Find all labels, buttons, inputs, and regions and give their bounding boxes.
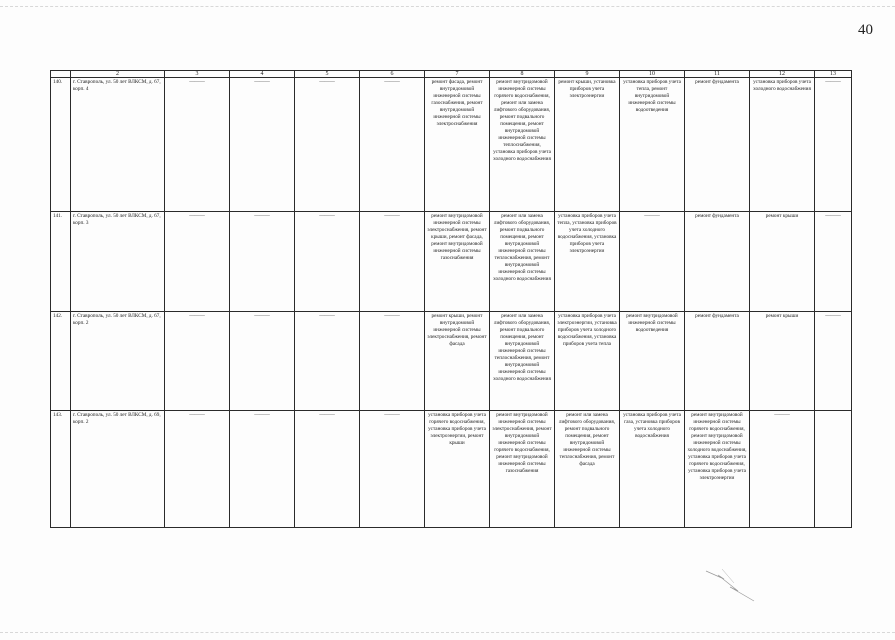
header-cell-11: 11 <box>685 71 750 78</box>
cell-col-13: ——— <box>815 312 852 411</box>
page-number: 40 <box>858 22 873 38</box>
cell-col-8: ремонт или замена лифтового оборудования, ремонт подвального помещения, ремонт внутридомовой инженерной системы теплоснабжения, ремонт внутридомовой инженерной системы холодного водоснабжения <box>490 312 555 411</box>
header-cell-6: 6 <box>360 71 425 78</box>
cell-col-12: ——— <box>750 411 815 528</box>
table-row <box>51 78 852 212</box>
header-cell-8: 8 <box>490 71 555 78</box>
building-address: г. Ставрополь, ул. 50 лет ВЛКСМ, д. 67, корп. 3 <box>71 212 165 312</box>
cell-col-10: установка приборов учета газа, установка приборов учета холодного водоснабжения <box>620 411 685 528</box>
scan-edge-top <box>0 6 895 7</box>
header-cell-4: 4 <box>230 71 295 78</box>
row-number: 142. <box>51 312 71 411</box>
cell-col-7: установка приборов учета горячего водоснабжения, установка приборов учета электроэнергии, ремонт крыши <box>425 411 490 528</box>
building-address: г. Ставрополь, ул. 50 лет ВЛКСМ, д. 69, корп. 2 <box>71 411 165 528</box>
cell-col-10: ремонт внутридомовой инженерной системы водоотведения <box>620 312 685 411</box>
header-cell-9: 9 <box>555 71 620 78</box>
cell-col-4: ——— <box>230 78 295 212</box>
cell-col-6: ——— <box>360 212 425 312</box>
cell-col-5: ——— <box>295 312 360 411</box>
cell-col-4: ——— <box>230 312 295 411</box>
row-number: 140. <box>51 78 71 212</box>
cell-col-9: ремонт или замена лифтового оборудования, ремонт подвального помещения, ремонт внутридомовой инженерной системы теплоснабжения, ремонт фасада <box>555 411 620 528</box>
header-cell-13: 13 <box>815 71 852 78</box>
cell-col-4: ——— <box>230 411 295 528</box>
cell-col-12: ремонт крыши <box>750 212 815 312</box>
row-number: 143. <box>51 411 71 528</box>
cell-col-6: ——— <box>360 411 425 528</box>
cell-col-3: ——— <box>165 411 230 528</box>
header-cell-1 <box>51 71 71 78</box>
cell-col-7: ремонт крыши, ремонт внутридомовой инженерной системы электроснабжения, ремонт фасада <box>425 312 490 411</box>
table-row <box>51 212 852 312</box>
cell-col-5: ——— <box>295 78 360 212</box>
cell-col-12: ремонт крыши <box>750 312 815 411</box>
cell-col-13: ——— <box>815 212 852 312</box>
header-cell-10: 10 <box>620 71 685 78</box>
cell-col-4: ——— <box>230 212 295 312</box>
works-schedule-table <box>50 70 852 528</box>
column-number-row <box>51 71 852 78</box>
cell-col-11: ремонт фундамента <box>685 212 750 312</box>
cell-col-10: установка приборов учета тепла, ремонт внутридомовой инженерной системы водоотведения <box>620 78 685 212</box>
cell-col-3: ——— <box>165 78 230 212</box>
cell-col-8: ремонт или замена лифтового оборудования, ремонт подвального помещения, ремонт внутридомовой инженерной системы теплоснабжения, ремонт внутридомовой инженерной системы холодного водоснабжения <box>490 212 555 312</box>
cell-col-11: ремонт внутридомовой инженерной системы горячего водоснабжения, ремонт внутридомовой инженерной системы холодного водоснабжения, установка приборов учета горячего водоснабжения, установка приборов учета электроэнергии <box>685 411 750 528</box>
building-address: г. Ставрополь, ул. 50 лет ВЛКСМ, д. 67, корп. 2 <box>71 312 165 411</box>
scan-edge-bottom <box>0 632 895 633</box>
cell-col-6: ——— <box>360 78 425 212</box>
cell-col-13 <box>815 411 852 528</box>
header-cell-5: 5 <box>295 71 360 78</box>
header-cell-7: 7 <box>425 71 490 78</box>
cell-col-3: ——— <box>165 312 230 411</box>
cell-col-9: ремонт крыши, установка приборов учета электроэнергии <box>555 78 620 212</box>
table-row <box>51 411 852 528</box>
cell-col-10: ——— <box>620 212 685 312</box>
row-number: 141. <box>51 212 71 312</box>
header-cell-2: 2 <box>71 71 165 78</box>
header-cell-12: 12 <box>750 71 815 78</box>
cell-col-5: ——— <box>295 411 360 528</box>
cell-col-9: установка приборов учета тепла, установка приборов учета холодного водоснабжения, установка приборов учета электроэнергии <box>555 212 620 312</box>
cell-col-6: ——— <box>360 312 425 411</box>
table-row <box>51 312 852 411</box>
header-cell-3: 3 <box>165 71 230 78</box>
cell-col-12: установка приборов учета холодного водоснабжения <box>750 78 815 212</box>
cell-col-7: ремонт внутридомовой инженерной системы электроснабжения, ремонт крыши, ремонт фасада, ремонт внутридомовой инженерной системы газоснабжения <box>425 212 490 312</box>
cell-col-11: ремонт фундамента <box>685 312 750 411</box>
cell-col-7: ремонт фасада, ремонт внутридомовой инженерной системы газоснабжения, ремонт внутридомовой инженерной системы электроснабжения <box>425 78 490 212</box>
cell-col-8: ремонт внутридомовой инженерной системы горячего водоснабжения, ремонт или замена лифтового оборудования, ремонт подвального помещения, ремонт внутридомовой инженерной системы теплоснабжения, установка приборов учета холодного водоснабжения <box>490 78 555 212</box>
building-address: г. Ставрополь, ул. 50 лет ВЛКСМ, д. 67, корп. 4 <box>71 78 165 212</box>
cell-col-11: ремонт фундамента <box>685 78 750 212</box>
cell-col-8: ремонт внутридомовой инженерной системы электроснабжения, ремонт внутридомовой инженерной системы горячего водоснабжения, ремонт внутридомовой инженерной системы газоснабжения <box>490 411 555 528</box>
scan-scribble-mark <box>704 565 764 605</box>
cell-col-13: ——— <box>815 78 852 212</box>
cell-col-5: ——— <box>295 212 360 312</box>
cell-col-9: установка приборов учета электроэнергии, установка приборов учета холодного водоснабжения, установка приборов учета тепла <box>555 312 620 411</box>
cell-col-3: ——— <box>165 212 230 312</box>
